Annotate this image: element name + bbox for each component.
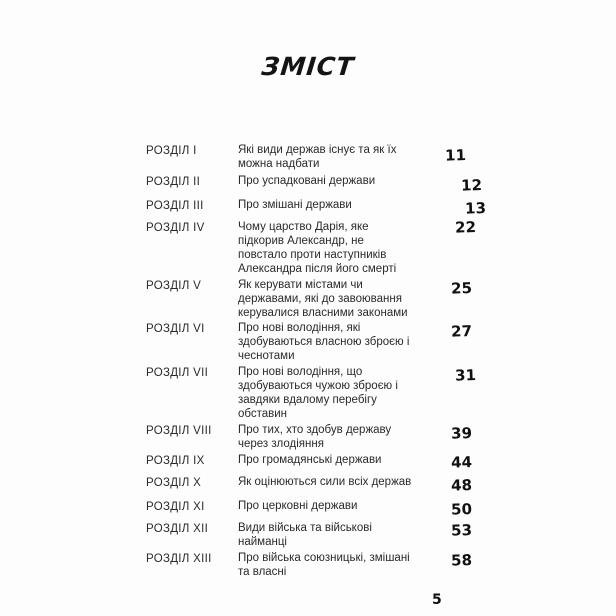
page-number: 50 (450, 499, 473, 519)
chapter-label: РОЗДІЛ V (146, 280, 202, 292)
page-number: 44 (450, 452, 473, 472)
chapter-label: РОЗДІЛ XIII (146, 553, 212, 565)
toc-entry (146, 475, 473, 499)
chapter-title: Чому царство Дарія, яке підкорив Александр, не повстало проти наступників Александра після його смерті (238, 221, 397, 275)
chapter-label: РОЗДІЛ І (146, 145, 197, 157)
page-number: 12 (460, 175, 483, 195)
page-number: 53 (450, 520, 473, 540)
chapter-label: РОЗДІЛ IX (146, 455, 205, 467)
chapter-label: РОЗДІЛ XI (146, 501, 205, 513)
table-of-contents (146, 143, 487, 581)
chapter-title: Про громадянські держави (238, 454, 382, 466)
chapter-title: Про нові володіння, що здобуваються чужою зброєю і завдяки вдалому перебігу обставин (238, 366, 398, 420)
chapter-title: Про церковні держави (238, 500, 358, 512)
page-number: 25 (450, 278, 473, 298)
chapter-title: Про війська союзницькі, змішані та власні (238, 552, 410, 578)
chapter-label: РОЗДІЛ X (146, 477, 202, 489)
toc-entry (146, 174, 483, 198)
chapter-label: РОЗДІЛ VIII (146, 425, 212, 437)
page-number: 39 (450, 423, 473, 443)
toc-entry (146, 278, 473, 321)
chapter-title: Про нові володіння, які здобуваються власною зброєю і чеснотами (238, 322, 410, 362)
toc-entry (146, 143, 466, 174)
chapter-title: Про змішані держави (238, 199, 352, 211)
chapter-title: Як керувати містами чи державами, які до завоювання керувалися власними законами (238, 279, 408, 319)
folio-page-number: 5 (432, 592, 442, 608)
chapter-title: Які види держав існує та як їх можна надбати (238, 144, 397, 170)
chapter-title: Про тих, хто здобув державу через злодіяння (238, 424, 392, 450)
toc-entry (146, 423, 473, 453)
chapter-title: Як оцінюються сили всіх держав (238, 476, 412, 488)
page-number: 31 (454, 365, 477, 385)
chapter-label: РОЗДІЛ VII (146, 367, 209, 379)
page-number: 27 (450, 321, 473, 341)
chapter-label: РОЗДІЛ ІІІ (146, 200, 204, 212)
chapter-label: РОЗДІЛ IV (146, 222, 205, 234)
toc-entry (146, 365, 477, 423)
page-number: 48 (450, 475, 473, 495)
page-title: ЗМІСТ (260, 52, 356, 81)
chapter-title: Про успадковані держави (238, 175, 376, 187)
toc-entry (146, 499, 473, 521)
page-number: 58 (450, 550, 473, 570)
toc-entry (146, 321, 473, 365)
chapter-label: РОЗДІЛ XII (146, 523, 209, 535)
toc-entry (146, 198, 487, 220)
chapter-title: Види війська та військові найманці (238, 522, 372, 548)
toc-entry (146, 217, 477, 278)
page-number: 22 (454, 217, 477, 237)
chapter-label: РОЗДІЛ VI (146, 323, 205, 335)
toc-entry (146, 520, 473, 551)
page-number: 13 (464, 198, 487, 218)
toc-entry (146, 452, 473, 475)
chapter-label: РОЗДІЛ ІІ (146, 176, 201, 188)
toc-entry (146, 550, 473, 581)
page-number: 11 (444, 145, 467, 165)
